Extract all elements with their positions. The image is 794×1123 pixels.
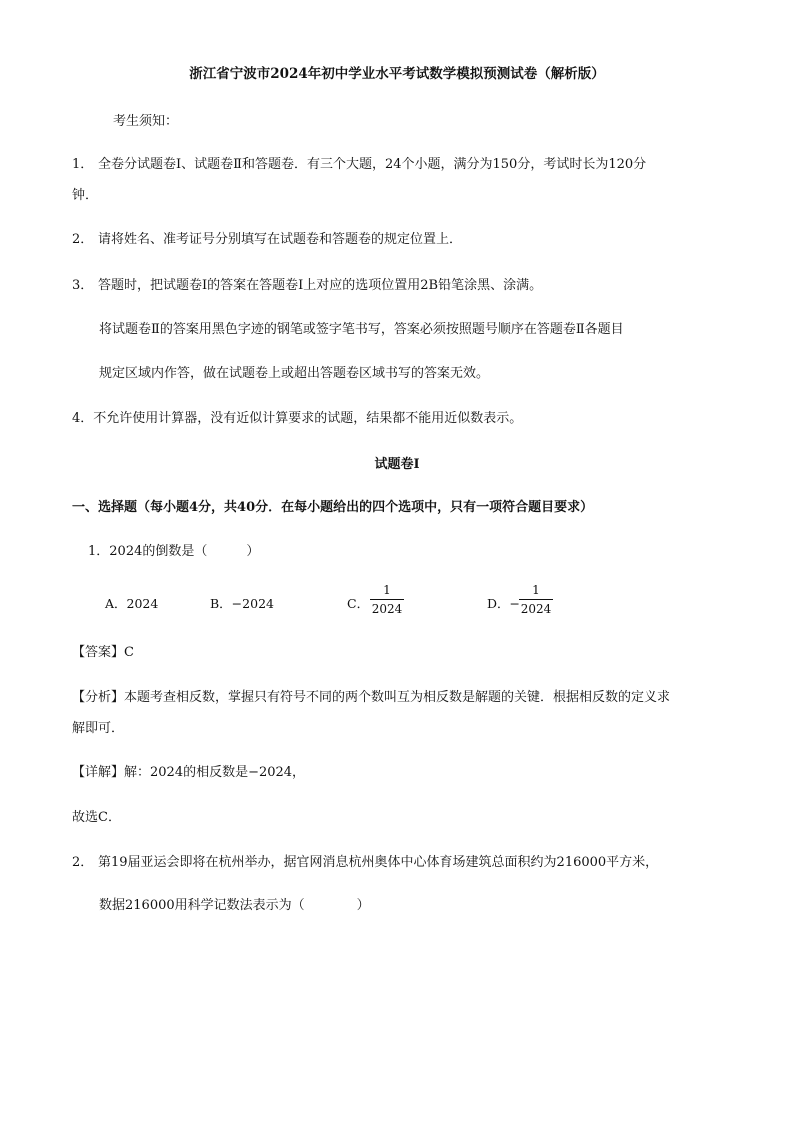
question-2-continuation: 数据216000用科学记数法表示为（ ）	[99, 898, 370, 913]
part-heading: 一、选择题（每小题4分，共40分．在每小题给出的四个选项中，只有一项符合题目要求）	[72, 500, 594, 515]
notice-1-text: 全卷分试题卷Ⅰ、试题卷Ⅱ和答题卷．有三个大题，24个小题，满分为150分，考试时长为120分	[98, 157, 647, 172]
question-1-option-c-label: C．	[347, 596, 370, 611]
notice-2	[72, 232, 462, 248]
question-1-answer: 【答案】C	[72, 645, 134, 660]
option-c-denominator: 2024	[371, 602, 403, 616]
question-2-text: 第19届亚运会即将在杭州举办，据官网消息杭州奥体中心体育场建筑总面积约为216000平方米，	[98, 855, 659, 870]
question-1-option-d-label: D．−	[487, 596, 520, 611]
question-1-detail: 【详解】解：2024的相反数是−2024，	[72, 765, 306, 780]
option-d-numerator: 1	[532, 583, 540, 597]
notice-3-text: 答题时，把试题卷Ⅰ的答案在答题卷Ⅰ上对应的选项位置用2B铅笔涂黑、涂满。	[98, 278, 543, 293]
notice-3-continuation-1: 将试题卷Ⅱ的答案用黑色字迹的钢笔或签字笔书写，答案必须按照题号顺序在答题卷Ⅱ各题目	[99, 322, 624, 337]
notice-4: 4．不允许使用计算器，没有近似计算要求的试题，结果都不能用近似数表示。	[72, 411, 523, 426]
question-1-analysis: 【分析】本题考查相反数，掌握只有符号不同的两个数叫互为相反数是解题的关键．根据相反数的定义求	[72, 690, 671, 705]
notice-1-continuation: 钟．	[72, 188, 99, 203]
question-1-option-d-fraction	[519, 583, 553, 616]
option-c-fraction-bar	[370, 599, 404, 600]
question-1-option-a: A．2024	[105, 596, 159, 611]
question-1-option-b: B．−2024	[210, 596, 274, 611]
notice-3-continuation-2: 规定区域内作答，做在试题卷上或超出答题卷区域书写的答案无效。	[99, 366, 490, 381]
notice-1	[72, 157, 646, 173]
question-1-option-c-fraction	[370, 583, 404, 616]
question-1-conclusion: 故选C．	[72, 810, 121, 825]
section-title: 试题卷Ⅰ	[374, 457, 420, 472]
option-c-numerator: 1	[383, 583, 391, 597]
notice-3	[72, 278, 542, 294]
notice-2-number: 2．	[72, 232, 94, 247]
notice-heading: 考生须知：	[113, 114, 179, 129]
notice-1-number: 1．	[72, 157, 94, 172]
question-1-analysis-continuation: 解即可．	[72, 721, 125, 736]
question-1-stem: 1．2024的倒数是（ ）	[88, 544, 260, 559]
question-2-number: 2．	[72, 855, 94, 870]
document-title: 浙江省宁波市2024年初中学业水平考试数学模拟预测试卷（解析版）	[189, 66, 605, 82]
option-d-denominator: 2024	[520, 602, 552, 616]
notice-3-number: 3．	[72, 278, 94, 293]
question-2-stem	[72, 855, 658, 871]
notice-2-text: 请将姓名、准考证号分别填写在试题卷和答题卷的规定位置上．	[98, 232, 463, 247]
option-d-fraction-bar	[519, 599, 553, 600]
